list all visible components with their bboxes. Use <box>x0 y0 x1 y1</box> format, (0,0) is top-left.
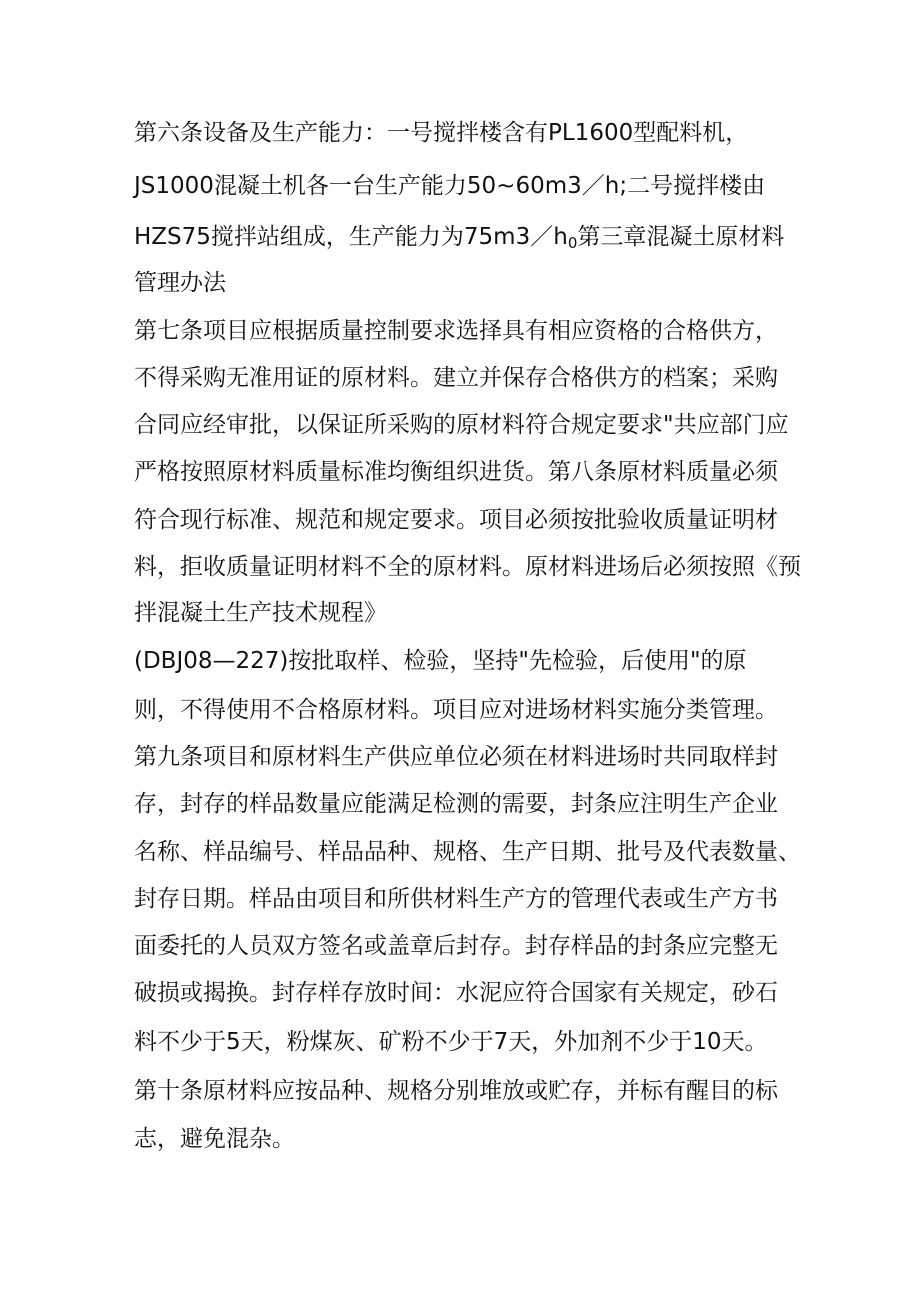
subscript-text: 0 <box>567 234 578 252</box>
text-line: 管理办法 <box>134 270 226 296</box>
text-line: 名称、样品编号、样品品种、规格、生产日期、批号及代表数量、 <box>134 839 801 865</box>
text-line: 严格按照原材料质量标准均衡组织进货。第八条原材料质量必须 <box>134 459 778 485</box>
text-line: 存，封存的样品数量应能满足检测的需要，封条应注明生产企业 <box>134 791 778 817</box>
text-line: 面委托的人员双方签名或盖章后封存。封存样品的封条应完整无 <box>134 933 778 959</box>
text-line: 则，不得使用不合格原材料。项目应对进场材料实施分类管理。 <box>134 697 778 723</box>
text-line-with-subscript <box>134 222 784 258</box>
text-line: 料，拒收质量证明材料不全的原材料。原材料进场后必须按照《预 <box>134 554 801 580</box>
text-line: 符合现行标准、规范和规定要求。项目必须按批验收质量证明材 <box>134 507 778 533</box>
text-line: 封存日期。样品由项目和所供材料生产方的管理代表或生产方书 <box>134 886 778 912</box>
text-segment: HZS75搅拌站组成，生产能力为75m3／h <box>134 224 568 250</box>
text-line: 第九条项目和原材料生产供应单位必须在材料进场时共同取样封 <box>134 744 778 770</box>
text-line: 第十条原材料应按品种、规格分别堆放或贮存，并标有醒目的标 <box>134 1078 778 1104</box>
text-line: 志，避免混杂。 <box>134 1126 295 1152</box>
text-line: 料不少于5天，粉煤灰、矿粉不少于7天，外加剂不少于10天。 <box>134 1029 768 1055</box>
text-line: 不得采购无准用证的原材料。建立并保存合格供方的档案；采购 <box>134 365 778 391</box>
text-line: JS1000混凝土机各一台生产能力50~60m3／h;二号搅拌楼由 <box>134 173 766 199</box>
text-line: 合同应经审批，以保证所采购的原材料符合规定要求"共应部门应 <box>134 412 789 438</box>
text-line: 第六条设备及生产能力：一号搅拌楼含有PL1600型配料机， <box>134 120 749 146</box>
text-line: 拌混凝土生产技术规程》 <box>134 600 387 626</box>
text-line: (DBJ08—227)按批取样、检验，坚持"先检验，后使用"的原 <box>134 648 747 674</box>
text-segment: 第三章混凝土原材料 <box>577 224 785 250</box>
text-line: 破损或揭换。封存样存放时间：水泥应符合国家有关规定，砂石 <box>134 980 778 1006</box>
text-line: 第七条项目应根据质量控制要求选择具有相应资格的合格供方， <box>134 318 778 344</box>
